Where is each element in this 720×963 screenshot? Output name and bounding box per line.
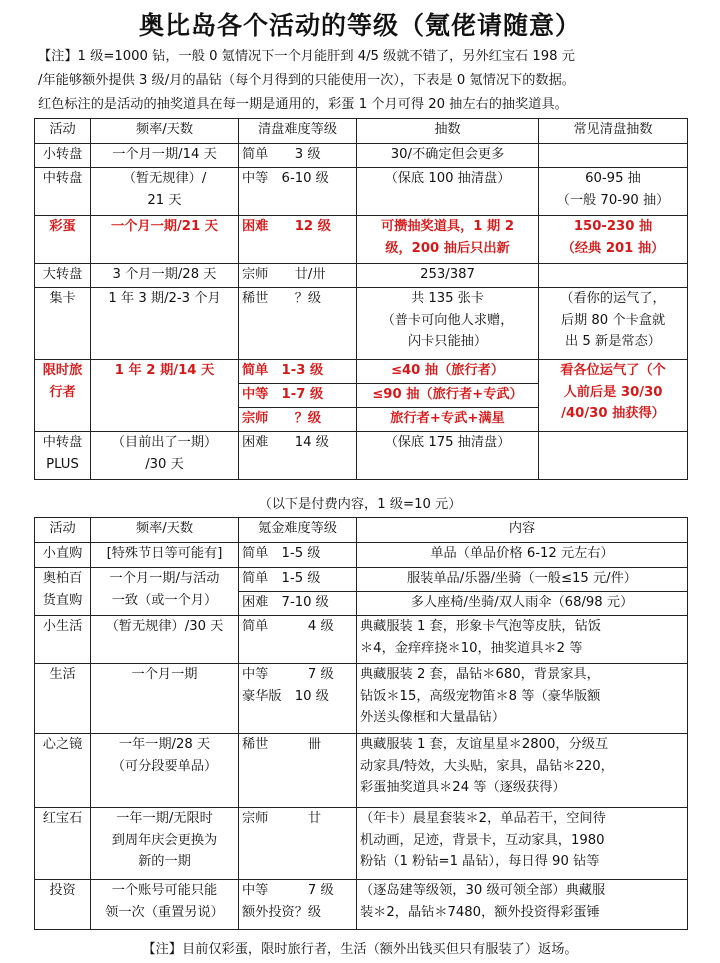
paid-section-note: （以下是付费内容，1 级=10 元） [258,497,462,512]
table-row [35,432,688,480]
frequency-cell: 3 个月一期/28 天 [91,264,239,288]
frequency-cell: 1 年 2 期/14 天 [91,360,239,432]
table-row [35,616,688,664]
table-row-highlighted [35,216,688,264]
frequency-cell: 1 年 3 期/2-3 个月 [91,288,239,360]
common-draws-cell [539,264,688,288]
content-cell: （年卡）晨星套装＊2，单品若干，空间待 机动画，足迹，背景卡，互动家具，1980 粉钻（1 粉钻=1 晶钻），每日得 90 钻等 [357,808,688,880]
frequency-cell: 一年一期/无限时 到周年庆会更换为 新的一期 [91,808,239,880]
header-cell: 氪金难度等级 [239,518,357,543]
frequency-cell: （目前出了一期） /30 天 [91,432,239,480]
activity-name: 生活 [35,664,91,734]
level-cell: 简单 1-5 级 [239,543,357,568]
common-draws-cell: （看你的运气了， 后期 80 个卡盒就 出 5 新是常态） [539,288,688,360]
common-draws-cell: 60-95 抽 （一般 70-90 抽） [539,168,688,216]
frequency-cell: 一个月一期/21 天 [91,216,239,264]
content-cell: 典藏服装 1 套，友谊星星＊2800，分级互 动家具/特效，大头贴，家具，晶钻＊220， 彩蛋抽奖道具＊24 等（逐级获得） [357,734,688,808]
footer-note: 【注】目前仅彩蛋，限时旅行者，生活（额外出钱买但只有服装了）返场。 [142,942,578,957]
activity-name: 心之镜 [35,734,91,808]
common-draws-cell [539,144,688,168]
frequency-cell: 一个月一期 [91,664,239,734]
table-row [35,288,688,360]
level-cell: 简单 3 级 [239,144,357,168]
common-draws-cell: 看各位运气了（个 人前后是 30/30 /40/30 抽获得） [539,360,688,432]
common-draws-cell [539,432,688,480]
level-cell: 宗师 ？级 [239,408,357,432]
activity-name: 红宝石 [35,808,91,880]
level-cell: 宗师 廿/卅 [239,264,357,288]
draws-cell: ≤90 抽（旅行者+专武） [357,384,539,408]
level-cell: 困难 7-10 级 [239,592,357,616]
table-row [35,734,688,808]
activity-name: 中转盘 PLUS [35,432,91,480]
activity-name: 大转盘 [35,264,91,288]
draws-cell: （保底 100 抽清盘） [357,168,539,216]
page-title: 奥比岛各个活动的等级（氪佬请随意） [138,11,581,40]
draws-cell: （保底 175 抽清盘） [357,432,539,480]
header-cell: 频率/天数 [91,119,239,144]
note-line-3: 红色标注的是活动的抽奖道具在每一期是通用的，彩蛋 1 个月可得 20 抽左右的抽奖道具。 [38,97,568,112]
frequency-cell: （暂无规律）/ 21 天 [91,168,239,216]
header-cell: 活动 [35,119,91,144]
draws-cell: 旅行者+专武+满星 [357,408,539,432]
frequency-cell: 一年一期/28 天 （可分段要单品） [91,734,239,808]
draws-cell: ≤40 抽（旅行者） [357,360,539,384]
content-cell: （逐岛建等级领，30 级可领全部）典藏服 装＊2，晶钻＊7480，额外投资得彩蛋锤 [357,880,688,930]
activity-name: 集卡 [35,288,91,360]
draws-cell: 30/不确定但会更多 [357,144,539,168]
header-cell: 频率/天数 [91,518,239,543]
draws-cell: 253/387 [357,264,539,288]
draws-cell: 共 135 张卡 （普卡可向他人求赠， 闪卡只能抽） [357,288,539,360]
frequency-cell: 一个账号可能只能 领一次（重置另说） [91,880,239,930]
table-row [35,168,688,216]
content-cell: 服装单品/乐器/坐骑（一般≤15 元/件） [357,568,688,592]
header-cell: 常见清盘抽数 [539,119,688,144]
level-cell: 简单 1-3 级 [239,360,357,384]
activity-name: 奥柏百 货直购 [35,568,91,616]
table-row-highlighted [35,360,688,384]
table-row [35,880,688,930]
table-row [35,808,688,880]
note-line-1: 【注】1 级=1000 钻，一般 0 氪情况下一个月能肝到 4/5 级就不错了，另外红宝石 198 元 [38,49,575,64]
level-cell: 中等 6-10 级 [239,168,357,216]
level-cell: 稀世 卌 [239,734,357,808]
draws-cell: 可攒抽奖道具，1 期 2 级，200 抽后只出新 [357,216,539,264]
level-cell: 中等 7 级 额外投资？级 [239,880,357,930]
table-header-row [35,518,688,543]
table-row [35,664,688,734]
activity-name: 小直购 [35,543,91,568]
level-cell: 中等 1-7 级 [239,384,357,408]
frequency-cell: （暂无规律）/30 天 [91,616,239,664]
frequency-cell: 一个月一期/14 天 [91,144,239,168]
frequency-cell: 一个月一期/与活动 一致（或一个月） [91,568,239,616]
table-header-row [35,119,688,144]
table-row [35,543,688,568]
level-cell: 简单 4 级 [239,616,357,664]
activity-name: 小生活 [35,616,91,664]
note-line-2: /年能够额外提供 3 级/月的晶钻（每个月得到的只能使用一次），下表是 0 氪情况下的数据。 [38,73,575,88]
content-cell: 典藏服装 2 套，晶钻＊680，背景家具， 钻饭＊15，高级宠物笛＊8 等（豪华版额 外送头像框和大量晶钻） [357,664,688,734]
header-cell: 清盘难度等级 [239,119,357,144]
table-row [35,568,688,592]
header-cell: 内容 [357,518,688,543]
level-cell: 简单 1-5 级 [239,568,357,592]
level-cell: 宗师 廿 [239,808,357,880]
free-activity-table [34,118,688,480]
level-cell: 困难 12 级 [239,216,357,264]
content-cell: 典藏服装 1 套，形象卡气泡等皮肤，钻饭 ＊4，金痒痒挠＊10，抽奖道具＊2 等 [357,616,688,664]
header-cell: 活动 [35,518,91,543]
common-draws-cell: 150-230 抽 （经典 201 抽） [539,216,688,264]
paid-activity-table [34,517,688,930]
level-cell: 困难 14 级 [239,432,357,480]
content-cell: 多人座椅/坐骑/双人雨伞（68/98 元） [357,592,688,616]
table-row [35,264,688,288]
table-row [35,144,688,168]
content-cell: 单品（单品价格 6-12 元左右） [357,543,688,568]
activity-name: 中转盘 [35,168,91,216]
activity-name: 限时旅 行者 [35,360,91,432]
activity-name: 小转盘 [35,144,91,168]
activity-name: 彩蛋 [35,216,91,264]
frequency-cell: [特殊节日等可能有] [91,543,239,568]
header-cell: 抽数 [357,119,539,144]
level-cell: 稀世 ？级 [239,288,357,360]
level-cell: 中等 7 级 豪华版 10 级 [239,664,357,734]
activity-name: 投资 [35,880,91,930]
